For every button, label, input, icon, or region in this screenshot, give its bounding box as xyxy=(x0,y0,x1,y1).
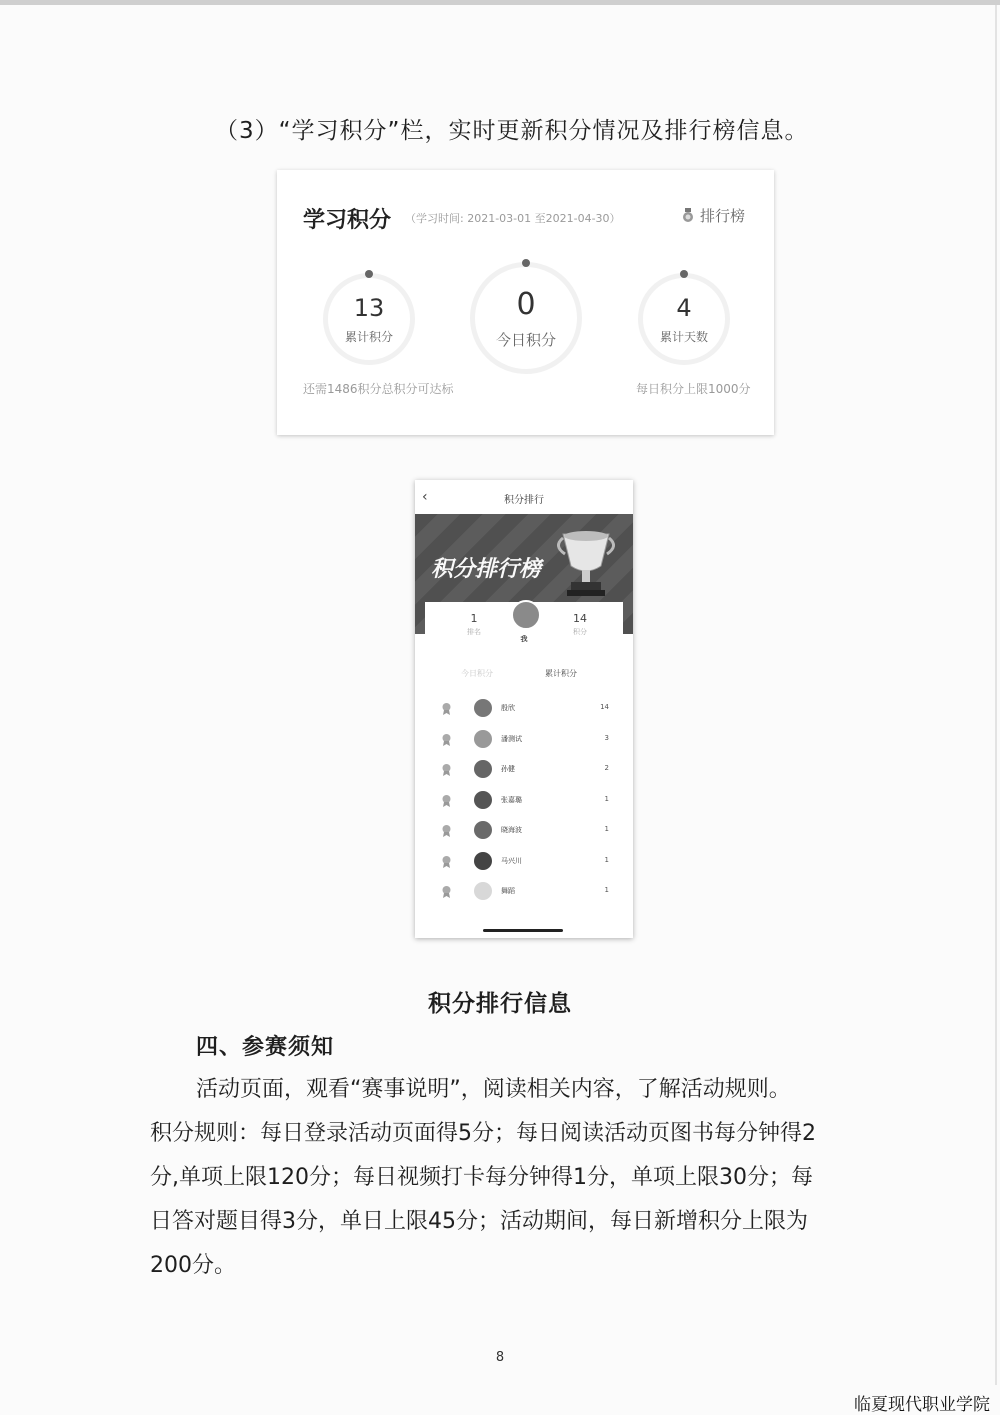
ranking-banner-title: 积分排行榜 xyxy=(431,557,542,582)
points-needed-note: 还需1486积分总积分可达标 xyxy=(303,382,454,396)
my-points-value: 14 xyxy=(573,612,587,625)
home-indicator xyxy=(483,929,563,932)
user-name: 马兴川 xyxy=(501,857,522,865)
points-card-screenshot xyxy=(277,170,774,435)
ring-indicator-dot xyxy=(680,270,688,278)
list-item xyxy=(415,728,633,758)
figure-caption: 积分排行信息 xyxy=(428,991,572,1017)
tab-total-points[interactable]: 累计积分 xyxy=(545,669,577,678)
medal-icon xyxy=(442,885,451,898)
medal-icon xyxy=(442,733,451,746)
user-name: 殷欣 xyxy=(501,704,515,712)
today-points-value: 0 xyxy=(516,287,536,322)
ranking-link[interactable] xyxy=(682,205,745,226)
ring-indicator-dot xyxy=(365,270,373,278)
total-days-value: 4 xyxy=(676,294,692,322)
total-days-label: 累计天数 xyxy=(659,330,708,344)
user-name: 张嘉璐 xyxy=(501,796,522,804)
user-score: 2 xyxy=(604,764,609,772)
avatar xyxy=(474,699,492,717)
my-rank-label: 排名 xyxy=(467,628,481,636)
paragraph-line: 积分规则：每日登录活动页面得5分；每日阅读活动页图书每分钟得2 xyxy=(150,1121,816,1146)
list-item xyxy=(415,789,633,819)
institution-name: 临夏现代职业学院 xyxy=(854,1395,990,1415)
my-label: 我 xyxy=(520,635,528,643)
avatar xyxy=(474,791,492,809)
paragraph-line: 200分。 xyxy=(150,1253,236,1278)
phone-nav-bar xyxy=(415,480,633,514)
avatar xyxy=(474,821,492,839)
user-name: 舞蹈 xyxy=(501,887,515,895)
avatar xyxy=(474,852,492,870)
today-points-label: 今日积分 xyxy=(495,331,556,349)
user-name: 孙健 xyxy=(501,765,515,773)
scan-top-edge xyxy=(0,0,1000,5)
tab-today-points[interactable]: 今日积分 xyxy=(461,669,493,678)
user-score: 14 xyxy=(600,703,609,711)
trophy-icon xyxy=(555,526,617,600)
user-score: 1 xyxy=(604,795,609,803)
paragraph-line: 活动页面，观看“赛事说明”，阅读相关内容，了解活动规则。 xyxy=(196,1077,791,1102)
section-heading: 四、参赛须知 xyxy=(196,1035,335,1060)
user-score: 1 xyxy=(604,856,609,864)
medal-icon xyxy=(442,763,451,776)
user-name: 晓海波 xyxy=(501,826,522,834)
avatar xyxy=(511,600,541,630)
total-days-ring xyxy=(638,273,730,365)
paragraph-line: 分,单项上限120分；每日视频打卡每分钟得1分，单项上限30分；每 xyxy=(150,1165,813,1190)
my-points xyxy=(555,612,605,637)
user-score: 1 xyxy=(604,886,609,894)
page-number: 8 xyxy=(495,1350,505,1365)
ranking-link-label: 排行榜 xyxy=(700,207,746,225)
list-item xyxy=(415,697,633,727)
medal-icon xyxy=(442,824,451,837)
list-item xyxy=(415,880,633,910)
medal-icon xyxy=(442,855,451,868)
user-score: 3 xyxy=(604,734,609,742)
paragraph-line: 日答对题目得3分，单日上限45分；活动期间，每日新增积分上限为 xyxy=(150,1209,808,1234)
user-score: 1 xyxy=(604,825,609,833)
points-card-period: （学习时间: 2021-03-01 至2021-04-30） xyxy=(405,212,621,225)
medal-icon xyxy=(682,208,694,223)
avatar xyxy=(474,882,492,900)
medal-icon xyxy=(442,794,451,807)
scan-right-edge xyxy=(995,5,997,1385)
my-rank-card xyxy=(425,602,623,650)
total-points-ring xyxy=(323,273,415,365)
intro-text: （3）“学习积分”栏，实时更新积分情况及排行榜信息。 xyxy=(215,118,809,144)
user-name: 潘测试 xyxy=(501,735,522,743)
ring-indicator-dot xyxy=(522,259,530,267)
daily-limit-note: 每日积分上限1000分 xyxy=(636,382,751,396)
total-points-value: 13 xyxy=(353,294,385,322)
avatar xyxy=(474,730,492,748)
phone-nav-title: 积分排行 xyxy=(504,495,544,506)
today-points-ring xyxy=(470,262,582,374)
list-item xyxy=(415,819,633,849)
avatar xyxy=(474,760,492,778)
total-points-label: 累计积分 xyxy=(344,330,393,344)
back-icon[interactable]: ‹ xyxy=(422,489,428,505)
phone-ranking-screenshot xyxy=(415,480,633,938)
medal-icon xyxy=(442,702,451,715)
points-card-title: 学习积分 xyxy=(303,208,392,233)
list-item xyxy=(415,850,633,880)
list-item xyxy=(415,758,633,788)
my-points-label: 积分 xyxy=(573,628,587,636)
my-rank-value: 1 xyxy=(470,612,478,625)
rules-paragraph xyxy=(150,1068,850,1288)
